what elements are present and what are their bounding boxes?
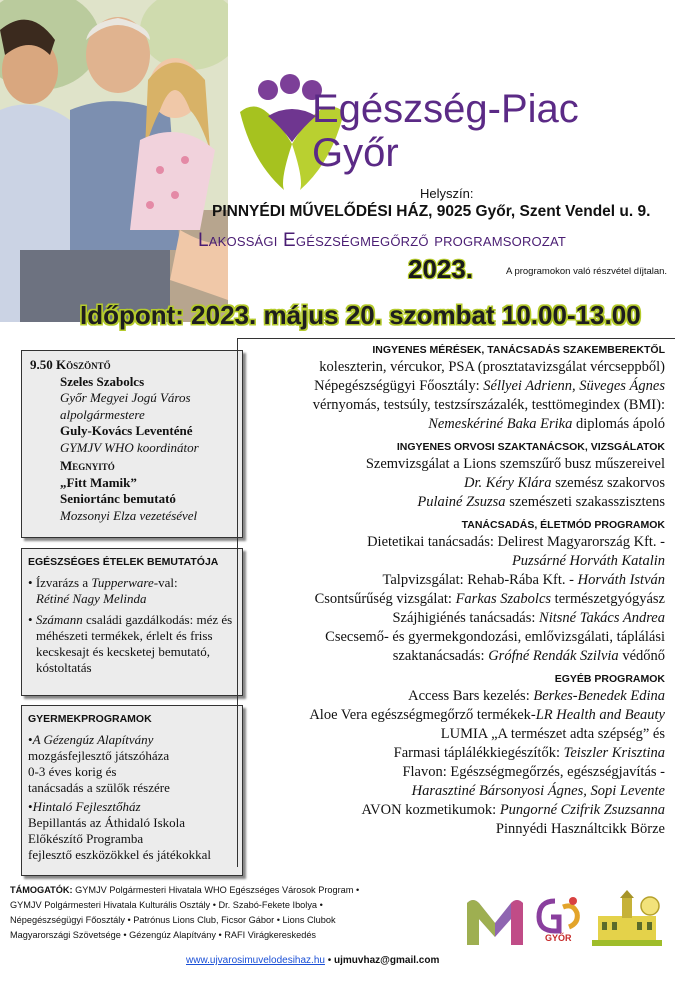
muvelodesi-haz-logo-icon — [463, 897, 527, 947]
food-item2-text: családi gazdálkodás: méz és méhészeti termékek, érlelt és friss kecskesajt és kecsketej bemutató, kóstoltatás — [36, 612, 233, 675]
contact-separator: • — [324, 955, 335, 966]
kids-item1-line1: mozgásfejlesztő játszóháza — [28, 748, 170, 763]
advice-line4-a: Csontsűrűség vizsgálat: — [314, 591, 456, 607]
kids-program-box — [21, 705, 243, 876]
opening-time: 9.50 — [30, 357, 53, 372]
kids-heading: GYERMEKPROGRAMOK — [28, 713, 152, 725]
program-year: 2023. — [408, 254, 474, 284]
advice-line5-b: Nitsné Takács Andrea — [539, 610, 665, 626]
measurements-heading: INGYENES MÉRÉSEK, TANÁCSADÁS SZAKEMBEREKTŐL — [372, 344, 665, 356]
family-photo — [0, 0, 228, 322]
advice-line3 — [238, 571, 665, 590]
measurements-line4-a: Nemeskériné Baka Erika — [428, 416, 573, 432]
speaker2-name: Guly-Kovács Leventéné — [60, 423, 193, 438]
advice-line5 — [238, 609, 665, 628]
other-line1-a: Access Bars kezelés: — [408, 688, 534, 704]
venue-label: Helyszín: — [420, 186, 474, 201]
food-item-2: • Számann családi gazdálkodás: méz és méhészeti termékek, érlelt és friss kecskesajt és kecsketej bemutató, kóstoltatás — [28, 612, 233, 675]
other-line3: LUMIA „A természet adta szépség” és — [440, 726, 665, 742]
contact-line — [186, 955, 439, 966]
kids-item-2: •Hintaló Fejlesztőház — [28, 799, 141, 814]
family-photo-illustration — [0, 0, 228, 322]
advice-line7-b: Grófné Rendák Szilvia — [488, 648, 619, 664]
kids-item2-line1: Bepillantás az Áthidaló Iskola — [28, 815, 186, 830]
advice-line1: Dietetikai tanácsadás: Delirest Magyarország Kft. - — [367, 534, 665, 550]
advice-line3-b: Horváth István — [577, 572, 665, 588]
email-address: ujmuvhaz@gmail.com — [334, 955, 440, 966]
kids-item2-line2: Előkészítő Programba — [28, 831, 144, 846]
measurements-line2 — [238, 377, 665, 396]
main-program-box — [237, 338, 675, 867]
advice-line4-c: természetgyógyász — [551, 591, 665, 607]
advice-line4-b: Farkas Szabolcs — [455, 591, 552, 607]
speaker1-role-b: alpolgármestere — [60, 406, 145, 422]
event-date-time: Időpont: 2023. május 20. szombat 10.00-13.00 — [80, 300, 641, 330]
other-line4-b: Teiszler Krisztina — [563, 745, 665, 761]
advice-line3-a: Talpvizsgálat: Rehab-Rába Kft. - — [382, 572, 578, 588]
sponsors-line4: Magyarországi Szövetsége • Gézengúz Alapítvány • RAFI Virágkereskedés — [10, 930, 317, 940]
building-anniversary-logo-icon — [592, 888, 662, 946]
measurements-line1: koleszterin, vércukor, PSA (prosztatavizsgálat vércseppből) — [319, 359, 665, 375]
speaker1-name: Szeles Szabolcs — [60, 373, 145, 389]
advice-line4 — [238, 590, 665, 609]
welcome-title: Köszöntő — [56, 357, 111, 372]
sponsors-list — [10, 883, 410, 943]
medical-line3-a: Pulainé Zsuzsa — [417, 494, 506, 510]
advice-heading: TANÁCSADÁS, ÉLETMÓD PROGRAMOK — [461, 519, 665, 531]
other-line4 — [238, 744, 665, 763]
food-item1-text-b: -val: — [153, 575, 178, 590]
opener-title: Megnyitó — [60, 458, 115, 473]
other-line2-b: LR Health and Beauty — [535, 707, 665, 723]
medical-line1: Szemvizsgálat a Lions szemszűrő busz műszereivel — [365, 456, 665, 472]
healthy-food-box — [21, 548, 243, 696]
other-heading: EGYÉB PROGRAMOK — [554, 673, 665, 685]
program-series-title: Lakossági Egészségmegőrző programsorozat — [198, 230, 567, 251]
kids-item2-name: Hintaló Fejlesztőház — [32, 799, 141, 814]
free-entry-note: A programokon való részvétel díjtalan. — [506, 266, 668, 277]
advice-line7 — [238, 647, 665, 666]
food-item2-name: Számann — [35, 612, 83, 627]
show-subtitle: Seniortánc bemutató — [60, 491, 176, 506]
speaker2-role: GYMJV WHO koordinátor — [60, 439, 199, 455]
medical-line3-b: szemészeti szakasszisztens — [505, 494, 665, 510]
brand-city: Győr — [312, 131, 399, 175]
sponsors-line1 — [10, 883, 410, 898]
gyor-logo-text: GYŐR — [545, 933, 572, 943]
sponsors-line3: Népegészségügyi Főosztály • Patrónus Lions Club, Ficsor Gábor • Lions Clubok — [10, 915, 336, 925]
other-line2-a: Aloe Vera egészségmegőrző termékek- — [309, 707, 536, 723]
measurements-line4 — [238, 415, 665, 434]
other-line7 — [238, 801, 665, 820]
speaker1-role-a: Győr Megyei Jogú Város — [60, 390, 191, 405]
food-item1-text-a: Ízvarázs a — [35, 575, 92, 590]
other-line5: Flavon: Egészségmegőrzés, egészségjavítás - — [402, 764, 665, 780]
food-item1-person: Rétiné Nagy Melinda — [36, 591, 147, 606]
advice-line7-c: védőnő — [618, 648, 665, 664]
venue-address: PINNYÉDI MŰVELŐDÉSI HÁZ, 9025 Győr, Szent Vendel u. 9. — [212, 203, 651, 220]
kids-item-1: •A Gézengúz Alapítvány — [28, 732, 154, 747]
food-heading: EGÉSZSÉGES ÉTELEK BEMUTATÓJA — [28, 556, 219, 568]
advice-line6: Csecsemő- és gyermekgondozási, emlővizsgálati, táplálási — [325, 629, 665, 645]
measurements-line2-a: Népegészségügyi Főosztály: — [314, 378, 484, 394]
medical-heading: INGYENES ORVOSI SZAKTANÁCSOK, VIZSGÁLATOK — [396, 441, 665, 453]
other-line7-a: AVON kozmetikumok: — [361, 802, 500, 818]
brand-title: Egészség-Piac — [312, 87, 579, 131]
advice-line7-a: szaktanácsadás: — [392, 648, 489, 664]
medical-line2-b: szemész szakorvos — [551, 475, 665, 491]
measurements-line2-b: Séllyei Adrienn, Süveges Ágnes — [483, 378, 665, 394]
advice-line5-a: Szájhigiénés tanácsadás: — [392, 610, 540, 626]
medical-line3 — [238, 493, 665, 512]
food-item1-brand: Tupperware — [91, 575, 154, 590]
sponsors-label: TÁMOGATÓK: — [10, 885, 73, 895]
other-line1 — [238, 687, 665, 706]
kids-item1-line3: tanácsadás a szülők részére — [28, 780, 170, 795]
other-line1-b: Berkes-Benedek Edina — [533, 688, 665, 704]
show-title: „Fitt Mamik” — [60, 474, 137, 490]
other-line2 — [238, 706, 665, 725]
medical-line2 — [238, 474, 665, 493]
other-line6: Harasztiné Bársonyosi Ágnes, Sopi Levente — [411, 783, 665, 799]
sponsors-line2: GYMJV Polgármesteri Hivatala Kulturális Osztály • Dr. Szabó-Fekete Ibolya • — [10, 900, 323, 910]
medical-line2-a: Dr. Kéry Klára — [464, 475, 552, 491]
kids-item2-line3: fejlesztő eszközökkel és játékokkal — [28, 847, 212, 862]
other-line4-a: Farmasi táplálékkiegészítők: — [393, 745, 564, 761]
kids-item1-line2: 0-3 éves korig és — [28, 764, 117, 779]
kids-item1-name: A Gézengúz Alapítvány — [32, 732, 154, 747]
show-lead: Mozsonyi Elza vezetésével — [60, 507, 198, 523]
other-line8: Pinnyédi Használtcikk Börze — [495, 821, 665, 837]
measurements-line3: vérnyomás, testsúly, testzsírszázalék, testtömegindex (BMI): — [312, 397, 665, 413]
other-line7-b: Pungorné Czifrik Zsuzsanna — [499, 802, 665, 818]
measurements-line4-b: diplomás ápoló — [572, 416, 665, 432]
food-item-1: • Ízvarázs a Tupperware-val: — [28, 575, 178, 590]
welcome-line — [30, 357, 234, 374]
advice-line2: Puzsárné Horváth Katalin — [511, 553, 665, 569]
sponsors-line1-text: GYMJV Polgármesteri Hivatala WHO Egészséges Városok Program • — [72, 885, 360, 895]
opening-program-box — [21, 350, 243, 538]
website-link[interactable]: www.ujvarosimuvelodesihaz.hu — [186, 955, 325, 966]
